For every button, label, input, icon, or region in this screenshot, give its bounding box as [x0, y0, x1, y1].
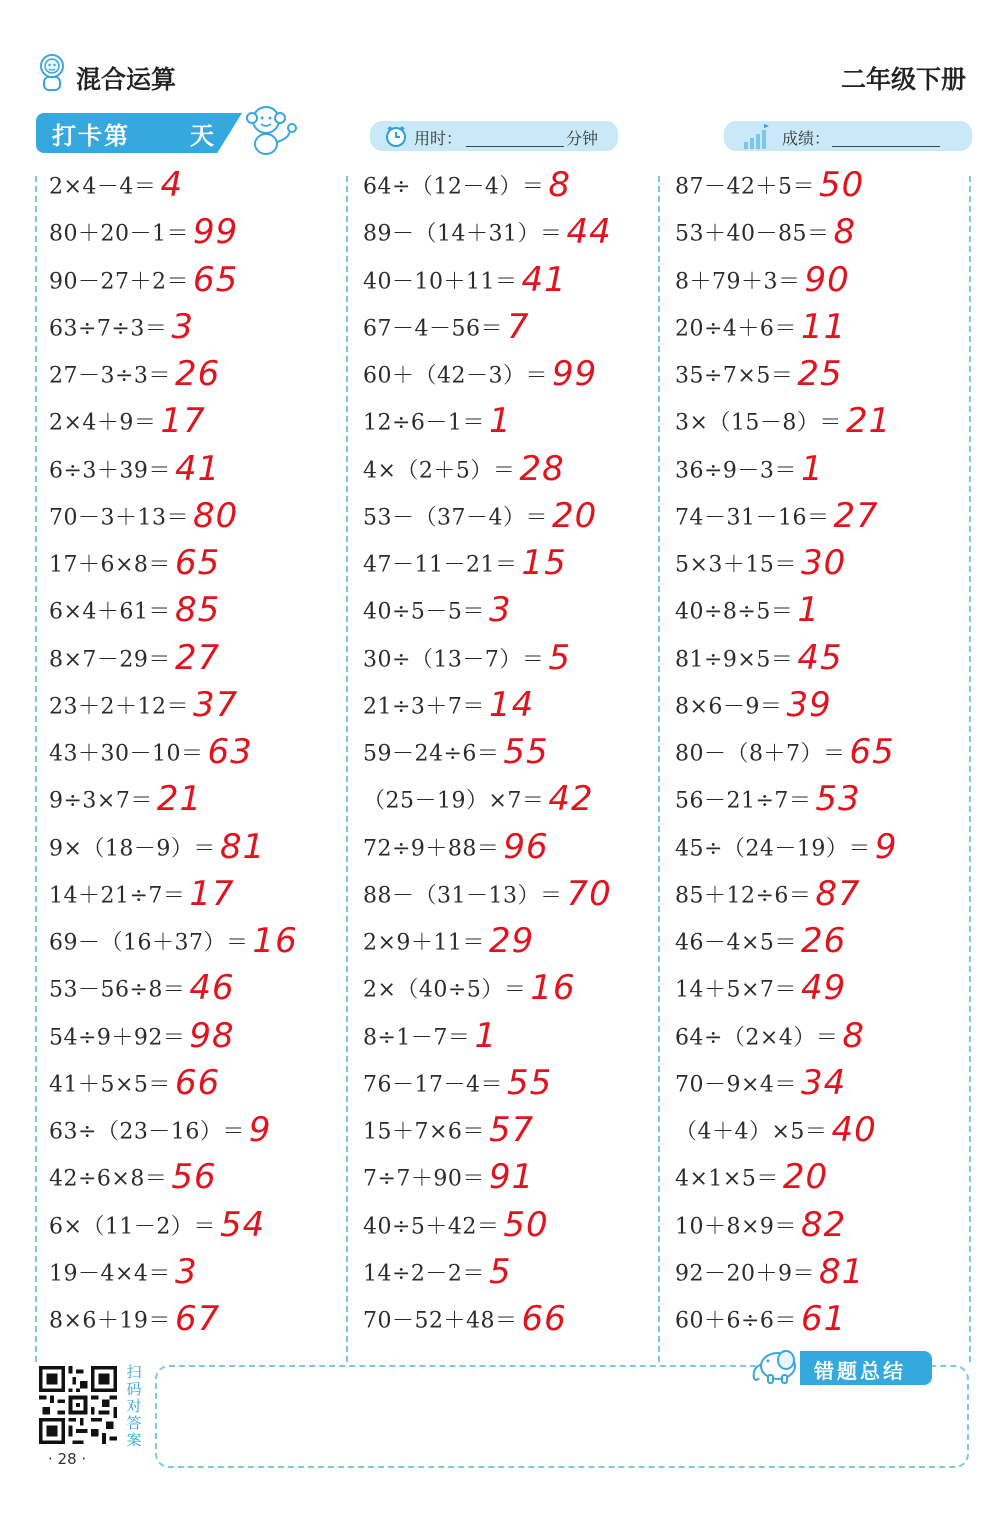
- handwritten-answer[interactable]: 8: [548, 165, 572, 205]
- problem-row: [363, 1016, 497, 1063]
- problem-row: [49, 1299, 220, 1346]
- problem-expression: 20÷4＋6＝: [675, 316, 797, 342]
- problem-expression: 70－9×4＝: [675, 1072, 797, 1098]
- lion-logo-icon: [34, 52, 70, 92]
- handwritten-answer[interactable]: 20: [552, 495, 598, 536]
- column-divider: [969, 176, 971, 1362]
- problem-expression: 9÷3×7＝: [49, 788, 153, 814]
- problem-row: [675, 1252, 864, 1299]
- problem-expression: 36÷9－3＝: [675, 458, 797, 483]
- handwritten-answer[interactable]: 81: [219, 826, 266, 867]
- checkin-label: 打卡第: [52, 122, 130, 150]
- handwritten-answer[interactable]: 5: [548, 637, 572, 678]
- problem-row: [49, 165, 183, 212]
- problem-row: [675, 874, 861, 921]
- handwritten-answer[interactable]: 91: [488, 1157, 535, 1198]
- handwritten-answer[interactable]: 81: [819, 1251, 865, 1292]
- handwritten-answer[interactable]: 1: [797, 590, 820, 631]
- handwritten-answer[interactable]: 56: [171, 1157, 217, 1198]
- handwritten-answer[interactable]: 53: [815, 779, 861, 820]
- problem-expression: 40÷5＋42＝: [363, 1214, 500, 1239]
- problem-row: [363, 1299, 567, 1346]
- handwritten-answer[interactable]: 15: [521, 543, 567, 583]
- section-title: 混合运算: [76, 65, 177, 94]
- problem-expression: 23＋2＋12＝: [49, 694, 189, 720]
- mistake-summary-label: 错题总结: [814, 1359, 906, 1383]
- bar-chart-flag-icon: [742, 124, 770, 150]
- handwritten-answer[interactable]: 63: [207, 732, 253, 772]
- problem-row: [675, 1110, 877, 1157]
- handwritten-answer[interactable]: 17: [189, 873, 235, 914]
- problem-expression: 5×3＋15＝: [675, 552, 797, 578]
- problem-expression: 81÷9×5＝: [675, 647, 794, 672]
- problem-expression: 60＋6÷6＝: [675, 1308, 797, 1334]
- handwritten-answer[interactable]: 80: [193, 495, 239, 536]
- problem-row: [363, 685, 534, 732]
- time-unit: 分钟: [566, 129, 599, 148]
- qr-code: [36, 1366, 120, 1444]
- handwritten-answer[interactable]: 21: [156, 779, 203, 820]
- problem-expression: 6×4＋61＝: [49, 599, 171, 625]
- handwritten-answer[interactable]: 45: [797, 637, 843, 678]
- handwritten-answer[interactable]: 49: [800, 968, 847, 1009]
- handwritten-answer[interactable]: 99: [552, 354, 598, 394]
- problem-expression: 90－27＋2＝: [49, 269, 189, 294]
- checkin-unit: 天: [190, 122, 214, 150]
- problem-row: [49, 543, 220, 590]
- problem-expression: 8×6＋19＝: [49, 1308, 171, 1334]
- handwritten-answer[interactable]: 40: [831, 1110, 877, 1150]
- problem-expression: 92－20＋9＝: [675, 1261, 815, 1287]
- problem-row: [363, 1252, 512, 1299]
- column-divider: [658, 176, 660, 1362]
- problem-expression: 70－3＋13＝: [49, 505, 189, 531]
- problem-row: [675, 827, 898, 874]
- problem-row: [675, 1205, 846, 1252]
- problem-row: [675, 1299, 846, 1346]
- handwritten-answer[interactable]: 54: [219, 1204, 266, 1245]
- handwritten-answer[interactable]: 9: [874, 826, 898, 867]
- handwritten-answer[interactable]: 67: [174, 1299, 221, 1339]
- handwritten-answer[interactable]: 34: [800, 1062, 847, 1103]
- problem-expression: 53－（37－4）＝: [363, 505, 548, 531]
- problem-row: [49, 638, 220, 685]
- problem-row: [363, 1110, 534, 1157]
- problem-row: [49, 354, 220, 401]
- problem-row: [363, 496, 597, 543]
- handwritten-answer[interactable]: 3: [174, 1251, 198, 1292]
- problem-expression: 8÷1－7＝: [363, 1025, 471, 1050]
- handwritten-answer[interactable]: 90: [804, 259, 850, 300]
- problem-expression: 8×6－9＝: [675, 694, 783, 720]
- elephant-icon: [748, 1344, 804, 1386]
- handwritten-answer[interactable]: 30: [800, 543, 847, 583]
- handwritten-answer[interactable]: 66: [174, 1062, 221, 1103]
- handwritten-answer[interactable]: 25: [797, 354, 843, 394]
- problem-row: [675, 165, 864, 212]
- problem-expression: 10＋8×9＝: [675, 1214, 797, 1239]
- handwritten-answer[interactable]: 87: [815, 873, 861, 914]
- problem-expression: 2×（40÷5）＝: [363, 977, 527, 1003]
- problem-expression: 63÷7÷3＝: [49, 316, 168, 342]
- handwritten-answer[interactable]: 7: [507, 306, 530, 347]
- problem-row: [675, 260, 850, 307]
- problem-row: [363, 779, 594, 826]
- problem-row: [675, 1063, 846, 1110]
- handwritten-answer[interactable]: 65: [849, 732, 895, 772]
- handwritten-answer[interactable]: 42: [548, 779, 594, 820]
- problem-row: [49, 921, 298, 968]
- problem-row: [675, 496, 879, 543]
- handwritten-answer[interactable]: 29: [488, 921, 535, 961]
- handwritten-answer[interactable]: 3: [171, 306, 194, 347]
- problem-expression: 2×9＋11＝: [363, 930, 485, 956]
- problem-expression: 6÷3＋39＝: [49, 458, 171, 483]
- handwritten-answer[interactable]: 55: [507, 1062, 553, 1103]
- problem-expression: 40÷5－5＝: [363, 599, 485, 625]
- time-blank[interactable]: [466, 146, 564, 147]
- qr-caption: 扫码对答案: [126, 1363, 142, 1449]
- problem-row: [49, 1016, 235, 1063]
- problem-row: [363, 874, 612, 921]
- problem-expression: 17＋6×8＝: [49, 552, 171, 578]
- handwritten-answer[interactable]: 27: [174, 637, 221, 678]
- problem-row: [363, 165, 571, 212]
- grade-label: 二年级下册: [840, 65, 966, 94]
- problem-row: [363, 1063, 552, 1110]
- problem-row: [363, 1157, 534, 1204]
- problem-expression: 4×1×5＝: [675, 1166, 779, 1192]
- problem-expression: 7÷7＋90＝: [363, 1166, 485, 1192]
- column-divider: [35, 176, 37, 1362]
- handwritten-answer[interactable]: 41: [521, 259, 567, 300]
- problem-expression: 8＋79＋3＝: [675, 269, 801, 294]
- handwritten-answer[interactable]: 57: [488, 1110, 535, 1150]
- handwritten-answer[interactable]: 37: [193, 684, 239, 725]
- problem-row: [49, 779, 202, 826]
- problem-row: [675, 921, 846, 968]
- handwritten-answer[interactable]: 8: [833, 212, 857, 253]
- problem-row: [363, 307, 530, 354]
- handwritten-answer[interactable]: 4: [160, 165, 184, 205]
- problem-row: [363, 827, 549, 874]
- problem-expression: 30÷（13－7）＝: [363, 647, 545, 672]
- problem-expression: 89－（14＋31）＝: [363, 221, 563, 247]
- problem-expression: 14＋5×7＝: [675, 977, 797, 1003]
- problem-row: [363, 449, 565, 496]
- problem-expression: 47－11－21＝: [363, 552, 518, 578]
- problem-expression: （25－19）×7＝: [363, 788, 545, 814]
- problem-row: [675, 1157, 828, 1204]
- handwritten-answer[interactable]: 65: [174, 543, 221, 583]
- handwritten-answer[interactable]: 8: [842, 1015, 865, 1056]
- problem-expression: 19－4×4＝: [49, 1261, 171, 1287]
- problem-expression: 53－56÷8＝: [49, 977, 186, 1003]
- problem-expression: 45÷（24－19）＝: [675, 836, 871, 861]
- problem-row: [363, 543, 567, 590]
- handwritten-answer[interactable]: 5: [488, 1251, 512, 1292]
- handwritten-answer[interactable]: 70: [566, 873, 612, 914]
- problem-expression: 76－17－4＝: [363, 1072, 503, 1098]
- handwritten-answer[interactable]: 50: [503, 1204, 549, 1245]
- problem-row: [49, 1110, 272, 1157]
- clock-icon: [384, 124, 408, 148]
- handwritten-answer[interactable]: 3: [488, 590, 512, 631]
- problem-row: [49, 212, 238, 259]
- handwritten-answer[interactable]: 61: [800, 1299, 847, 1339]
- handwritten-answer[interactable]: 55: [503, 732, 549, 772]
- problem-row: [363, 732, 549, 779]
- problem-row: [363, 1205, 549, 1252]
- problem-expression: 9×（18－9）＝: [49, 836, 216, 861]
- problem-expression: 88－（31－13）＝: [363, 883, 563, 909]
- problem-expression: 69－（16＋37）＝: [49, 930, 249, 956]
- problem-expression: 67－4－56＝: [363, 316, 503, 342]
- problem-expression: 35÷7×5＝: [675, 363, 794, 389]
- problem-row: [49, 1205, 265, 1252]
- handwritten-answer[interactable]: 1: [474, 1015, 498, 1056]
- problem-expression: 14÷2－2＝: [363, 1261, 485, 1287]
- handwritten-answer[interactable]: 1: [488, 401, 512, 442]
- problem-expression: 2×4－4＝: [49, 174, 157, 200]
- handwritten-answer[interactable]: 41: [174, 448, 221, 489]
- problem-expression: （4＋4）×5＝: [675, 1119, 828, 1145]
- problem-expression: 80－（8＋7）＝: [675, 741, 846, 767]
- handwritten-answer[interactable]: 9: [248, 1110, 272, 1150]
- problem-expression: 21÷3＋7＝: [363, 694, 485, 720]
- handwritten-answer[interactable]: 21: [845, 401, 892, 442]
- handwritten-answer[interactable]: 11: [800, 306, 847, 347]
- problem-expression: 87－42＋5＝: [675, 174, 815, 200]
- problem-row: [675, 449, 824, 496]
- problem-row: [49, 685, 238, 732]
- handwritten-answer[interactable]: 98: [189, 1015, 235, 1056]
- handwritten-answer[interactable]: 39: [786, 684, 832, 725]
- problem-row: [675, 401, 891, 448]
- problem-row: [49, 590, 220, 637]
- handwritten-answer[interactable]: 28: [519, 448, 565, 489]
- problem-expression: 2×4＋9＝: [49, 410, 157, 436]
- problem-expression: 80＋20－1＝: [49, 221, 189, 247]
- handwritten-answer[interactable]: 16: [530, 968, 576, 1009]
- problem-row: [49, 732, 253, 779]
- problem-expression: 43＋30－10＝: [49, 741, 204, 767]
- column-divider: [346, 176, 348, 1362]
- problem-row: [675, 732, 895, 779]
- problem-row: [49, 827, 265, 874]
- problem-expression: 27－3÷3＝: [49, 363, 171, 389]
- page-number: · 28 ·: [48, 1450, 87, 1468]
- problem-row: [675, 1016, 865, 1063]
- problem-expression: 3×（15－8）＝: [675, 410, 842, 436]
- problem-row: [49, 1063, 220, 1110]
- problem-expression: 72÷9＋88＝: [363, 836, 500, 861]
- handwritten-answer[interactable]: 1: [800, 448, 824, 489]
- problem-row: [675, 543, 846, 590]
- score-label: 成绩：: [782, 129, 831, 148]
- handwritten-answer[interactable]: 96: [503, 826, 549, 867]
- score-blank[interactable]: [832, 146, 940, 147]
- handwritten-answer[interactable]: 85: [174, 590, 221, 631]
- problem-row: [363, 968, 576, 1015]
- problem-expression: 64÷（2×4）＝: [675, 1025, 839, 1050]
- handwritten-answer[interactable]: 66: [521, 1299, 567, 1339]
- problem-expression: 4×（2＋5）＝: [363, 458, 516, 483]
- handwritten-answer[interactable]: 17: [160, 401, 206, 442]
- problem-row: [49, 496, 238, 543]
- handwritten-answer[interactable]: 44: [566, 212, 612, 253]
- problem-expression: 56－21÷7＝: [675, 788, 812, 814]
- problem-row: [675, 590, 820, 637]
- problem-row: [675, 968, 846, 1015]
- problem-expression: 12÷6－1＝: [363, 410, 485, 436]
- handwritten-answer[interactable]: 46: [189, 968, 235, 1009]
- problem-row: [49, 449, 220, 496]
- time-label: 用时：: [414, 129, 463, 148]
- problem-expression: 8×7－29＝: [49, 647, 171, 672]
- problem-row: [49, 260, 238, 307]
- problem-expression: 40÷8÷5＝: [675, 599, 794, 625]
- handwritten-answer[interactable]: 65: [193, 259, 239, 300]
- handwritten-answer[interactable]: 50: [819, 165, 865, 205]
- problem-row: [675, 307, 846, 354]
- problem-expression: 64÷（12－4）＝: [363, 174, 545, 200]
- problem-row: [675, 779, 861, 826]
- problem-expression: 6×（11－2）＝: [49, 1214, 216, 1239]
- problem-row: [49, 1252, 198, 1299]
- handwritten-answer[interactable]: 82: [800, 1204, 847, 1245]
- handwritten-answer[interactable]: 16: [252, 921, 298, 961]
- problem-row: [363, 212, 612, 259]
- problem-row: [363, 921, 534, 968]
- problem-expression: 42÷6×8＝: [49, 1166, 168, 1192]
- problem-expression: 41＋5×5＝: [49, 1072, 171, 1098]
- problem-row: [49, 1157, 217, 1204]
- problem-expression: 70－52＋48＝: [363, 1308, 518, 1334]
- problem-expression: 85＋12÷6＝: [675, 883, 812, 909]
- problem-expression: 63÷（23－16）＝: [49, 1119, 245, 1145]
- problem-row: [675, 212, 856, 259]
- problem-row: [675, 354, 843, 401]
- handwritten-answer[interactable]: 99: [193, 212, 239, 253]
- handwritten-answer[interactable]: 26: [800, 921, 847, 961]
- problem-row: [49, 307, 194, 354]
- problem-row: [49, 968, 235, 1015]
- problem-row: [363, 260, 567, 307]
- problem-row: [363, 401, 512, 448]
- problem-expression: 14＋21÷7＝: [49, 883, 186, 909]
- problem-expression: 40－10＋11＝: [363, 269, 518, 294]
- problem-expression: 60＋（42－3）＝: [363, 363, 548, 389]
- problem-expression: 74－31－16＝: [675, 505, 830, 531]
- monkey-mascot-icon: [238, 102, 300, 158]
- problem-row: [675, 685, 832, 732]
- problem-row: [363, 638, 571, 685]
- problem-expression: 46－4×5＝: [675, 930, 797, 956]
- problem-expression: 59－24÷6＝: [363, 741, 500, 767]
- problem-row: [49, 401, 206, 448]
- problem-expression: 53＋40－85＝: [675, 221, 830, 247]
- handwritten-answer[interactable]: 27: [833, 495, 879, 536]
- problem-row: [363, 354, 597, 401]
- problem-row: [675, 638, 843, 685]
- handwritten-answer[interactable]: 26: [174, 354, 221, 394]
- problem-expression: 54÷9＋92＝: [49, 1025, 186, 1050]
- problem-row: [49, 874, 235, 921]
- handwritten-answer[interactable]: 14: [488, 684, 535, 725]
- handwritten-answer[interactable]: 20: [782, 1157, 829, 1198]
- problem-expression: 15＋7×6＝: [363, 1119, 485, 1145]
- problem-row: [363, 590, 512, 637]
